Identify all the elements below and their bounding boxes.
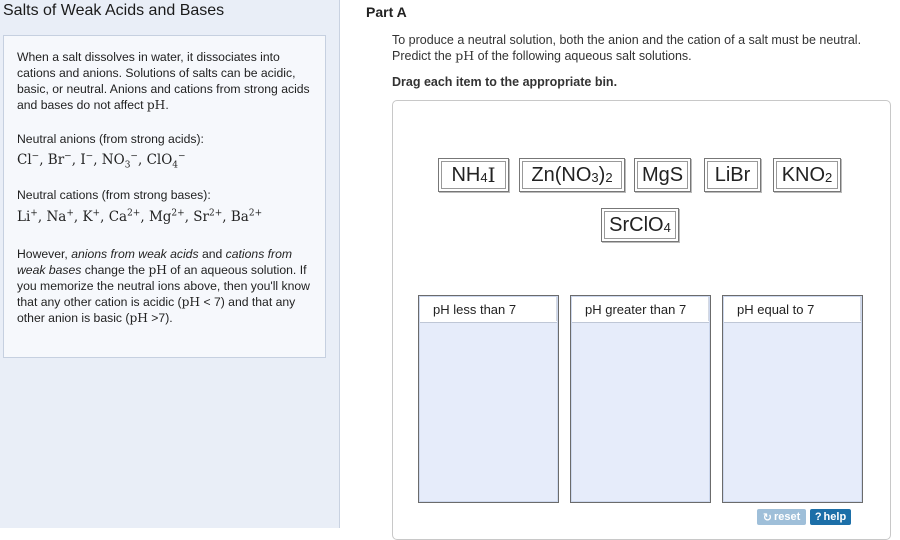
neutral-cations-list: Li+, Na+, K+, $Ca^{2+}$, $Mg^{2+}$, $Sr^{2+}$, $Ba^{2+}$ xyxy=(17,208,263,225)
bin-ph-greater-than-7[interactable] xyxy=(570,295,711,503)
ion: $Ca^{2+}$ xyxy=(108,208,141,225)
ion: ClO$_4$− xyxy=(146,151,186,171)
item-mgs[interactable]: MgS xyxy=(634,158,691,192)
ion: Li+ xyxy=(17,208,38,225)
neutral-anions-list: Cl−, Br−, I−, $NO_3^-$, ClO$_4$− xyxy=(17,151,186,171)
intro-text: When a salt dissolves in water, it dissociates into cations and anions. Solutions of salts can be acidic, basic, or neutral. Anions and cations from strong acids and bases do not affect pH. xyxy=(17,50,310,112)
reset-icon: ↻ xyxy=(762,511,772,524)
bin-label: pH greater than 7 xyxy=(572,297,709,323)
bin-ph-less-than-7[interactable] xyxy=(418,295,559,503)
ion: $NO_3^-$ xyxy=(101,151,138,171)
ion: I− xyxy=(80,151,94,168)
left-panel xyxy=(0,0,340,528)
drag-instruction: Drag each item to the appropriate bin. xyxy=(392,75,618,89)
help-icon: ? xyxy=(814,511,822,523)
question-prompt: To produce a neutral solution, both the anion and the cation of a salt must be neutral. Predict the pH of the following aqueous salt solutions. xyxy=(392,33,862,63)
item-zn-no3-2[interactable]: Zn(NO $_3$ ) $_2$ xyxy=(519,158,625,192)
item-kno2[interactable]: KNO $_2$ xyxy=(773,158,841,192)
ion: $Sr^{2+}$ xyxy=(193,208,223,225)
bin-ph-equal-to-7[interactable] xyxy=(722,295,863,503)
ion: $Mg^{2+}$ xyxy=(148,208,185,225)
item-libr[interactable]: LiBr xyxy=(704,158,761,192)
bin-label: pH less than 7 xyxy=(420,297,557,323)
reset-button[interactable]: ↻ reset xyxy=(757,509,806,525)
ion: Na+ xyxy=(46,208,74,225)
help-button[interactable]: ? help xyxy=(810,509,851,525)
panel-title: Salts of Weak Acids and Bases xyxy=(3,2,225,19)
however-text: However, anions from weak acids and cations from weak bases change the pH of an aqueous solution. If you memorize the neutral ions above, then you'll know that any other cation is acidic (pH < 7) and that any other anion is basic (pH >7). xyxy=(17,247,310,325)
bin-label: pH equal to 7 xyxy=(724,297,861,323)
ion: K+ xyxy=(82,208,101,225)
ion: Cl− xyxy=(17,151,40,168)
ion: $Ba^{2+}$ xyxy=(230,208,263,225)
ion: Br− xyxy=(47,151,72,168)
item-srclo4[interactable]: SrClO $_4$ xyxy=(601,208,679,242)
neutral-cations-label: Neutral cations (from strong bases): xyxy=(17,188,211,202)
info-box xyxy=(3,35,326,358)
neutral-anions-label: Neutral anions (from strong acids): xyxy=(17,132,204,146)
part-title: Part A xyxy=(366,4,407,20)
item-nh4i[interactable]: NH $_4$ I xyxy=(438,158,509,192)
